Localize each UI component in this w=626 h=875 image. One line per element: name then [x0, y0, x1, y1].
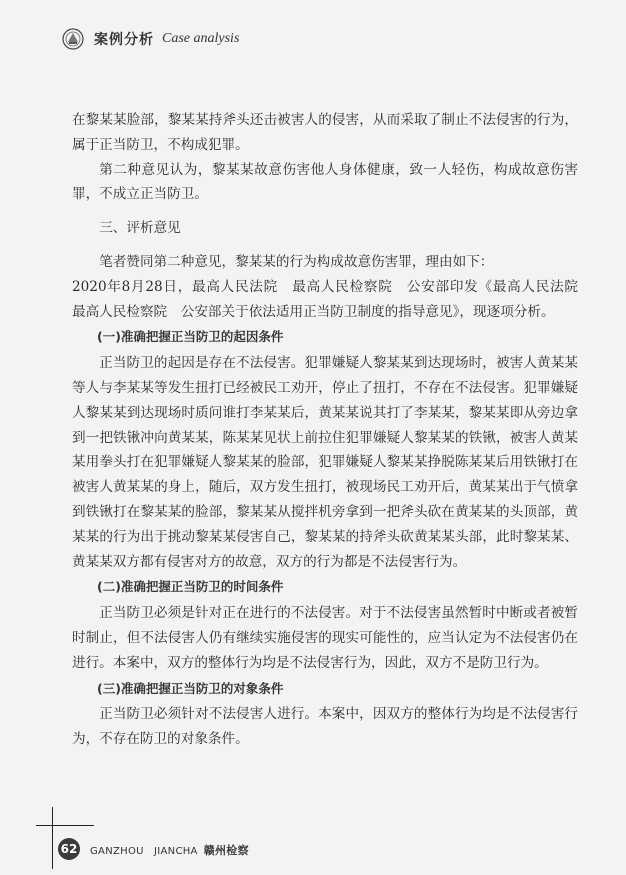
section-subtitle: Case analysis	[162, 31, 240, 46]
footer-label-en: GANZHOU JIANCHA	[90, 846, 198, 857]
footer-crosshair-vertical	[52, 807, 53, 869]
paragraph: 第二种意见认为，黎某某故意伤害他人身体健康，致一人轻伤，构成故意伤害罪，不成立正当防卫。	[72, 161, 578, 203]
subsection-heading: (一)准确把握正当防卫的起因条件	[97, 329, 284, 345]
footer-crosshair-horizontal	[36, 825, 94, 826]
subsection-heading: (二)准确把握正当防卫的时间条件	[97, 579, 284, 595]
page-header	[62, 26, 239, 52]
paragraph: 正当防卫必须针对不法侵害人进行。本案中，因双方的整体行为均是不法侵害行为，不存在防卫的对象条件。	[72, 706, 578, 748]
paragraph: 正当防卫的起因是存在不法侵害。犯罪嫌疑人黎某某到达现场时，被害人黄某某等人与李某某等发生扭打已经被民工劝开，停止了扭打，不存在不法侵害。犯罪嫌疑人黎某某到达现场时质问谁打李某某后，黄某某说其打了李某某，黎某某即从旁边拿到一把铁锹冲向黄某某，陈某某见状上前拉住犯罪嫌疑人黎某某的铁锹，被害人黄某某用拳头打在犯罪嫌疑人黎某某的脸部，犯罪嫌疑人黎某某挣脱陈某某后用铁锹打在被害人黄某某的身上，随后，双方发生扭打，被现场民工劝开后，黄某某出于气愤拿到铁锹打在黎某某的脸部，黎某某从搅拌机旁拿到一把斧头砍在黄某某的头顶部，黄某某的行为出于挑动黎某某侵害自己，黎某某的持斧头砍黄某某头部，此时黎某某、黄某某双方都有侵害对方的故意，双方的行为都是不法侵害行为。	[72, 355, 578, 570]
page-number: 62	[58, 838, 80, 860]
section-title: 案例分析	[94, 32, 154, 48]
article-body	[72, 108, 592, 752]
subsection-heading: (三)准确把握正当防卫的对象条件	[97, 680, 284, 696]
section-heading: 三、评析意见	[99, 220, 181, 237]
footer-label-cn: 赣州检察	[203, 844, 249, 857]
procuratorate-emblem-icon	[62, 28, 84, 50]
footer-label	[90, 842, 249, 858]
paragraph: 在黎某某脸部，黎某某持斧头还击被害人的侵害，从而采取了制止不法侵害的行为，属于正当防卫，不构成犯罪。	[72, 112, 578, 153]
paragraph: 正当防卫必须是针对正在进行的不法侵害。对于不法侵害虽然暂时中断或者被暂时制止，但不法侵害人仍有继续实施侵害的现实可能性的，应当认定为不法侵害仍在进行。本案中，双方的整体行为均是不法侵害行为，因此，双方不是防卫行为。	[72, 605, 578, 671]
paragraph: 2020年8月28日，最高人民法院 最高人民检察院 公安部印发《最高人民法院 最高人民检察院 公安部关于依法适用正当防卫制度的指导意见》，现逐项分析。	[72, 278, 592, 320]
paragraph: 笔者赞同第二种意见，黎某某的行为构成故意伤害罪，理由如下：	[99, 253, 494, 270]
